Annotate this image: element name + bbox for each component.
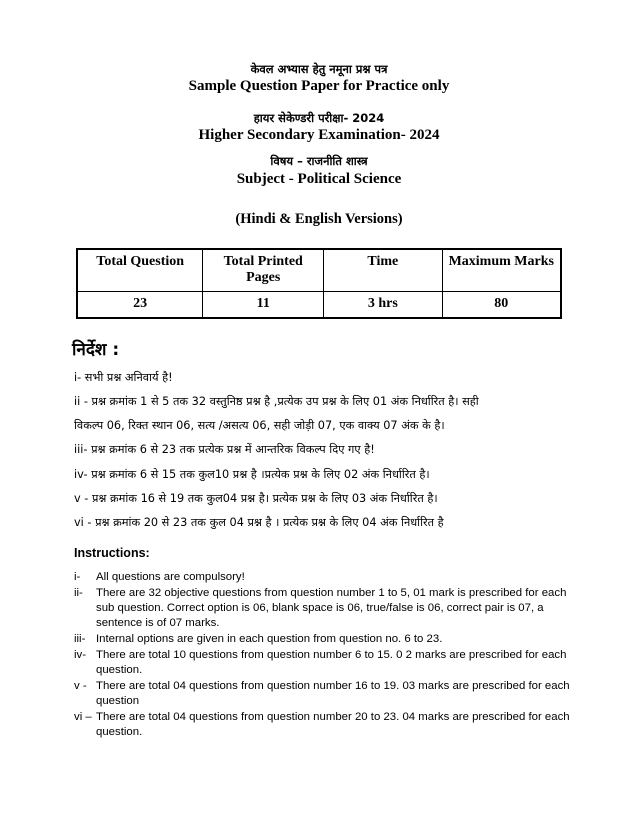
english-instruction-item (74, 570, 582, 585)
hindi-instruction-line: vi - प्रश्न क्रमांक 20 से 23 तक कुल 04 प्रश्न है । प्रत्येक प्रश्न के लिए 04 अंक निर्धारित है (74, 516, 444, 530)
table-header-maximum-marks: Maximum Marks (442, 249, 561, 292)
english-instruction-item (74, 586, 582, 631)
english-instruction-item (74, 632, 582, 647)
table-value-total-question: 23 (77, 291, 203, 318)
hindi-instruction-line: ii - प्रश्न क्रमांक 1 से 5 तक 32 वस्तुनिष्ठ प्रश्न है ,प्रत्येक उप प्रश्न के लिए 01 अंक निर्धारित है। सही (74, 395, 479, 409)
hindi-instructions-list (0, 372, 638, 530)
instruction-text: All questions are compulsory! (96, 570, 245, 583)
hindi-instruction-item (74, 469, 570, 481)
hindi-instruction-line: i- सभी प्रश्न अनिवार्य है! (74, 370, 173, 384)
instruction-marker: v - (74, 680, 87, 693)
instruction-text: There are total 04 questions from question number 16 to 19. 03 marks are prescribed for each question (96, 680, 570, 708)
instruction-text: There are 32 objective questions from question number 1 to 5, 01 mark is prescribed for each sub question. Correct option is 06, blank space is 06, true/false is 06, correct pair is 07, a sentence is of 07 marks. (96, 586, 567, 629)
instruction-marker: iii- (74, 633, 86, 646)
table-value-maximum-marks: 80 (442, 291, 561, 318)
exam-info-table-wrapper (76, 248, 562, 319)
table-header-total-question: Total Question (77, 249, 203, 292)
versions-note: (Hindi & English Versions) (235, 210, 403, 227)
instruction-marker: ii- (74, 586, 83, 599)
table-value-time: 3 hrs (324, 291, 442, 318)
hindi-instruction-line: iv- प्रश्न क्रमांक 6 से 15 तक कुल10 प्रश्न है ।प्रत्येक प्रश्न के लिए 02 अंक निर्धारित है। (74, 467, 430, 481)
instruction-marker: iv- (74, 649, 87, 662)
header-title-hindi: केवल अभ्यास हेतु नमूना प्रश्न पत्र (250, 62, 388, 76)
hindi-instruction-item (74, 396, 570, 432)
hindi-instruction-item (74, 444, 570, 456)
subject-hindi: विषय – राजनीति शास्त्र (270, 154, 368, 169)
exam-name-hindi: हायर सेकेण्डरी परीक्षा- 2024 (253, 110, 385, 125)
table-value-row (77, 291, 561, 318)
table-value-total-printed-pages: 11 (203, 291, 324, 318)
instruction-text: Internal options are given in each question from question no. 6 to 23. (96, 633, 443, 646)
hindi-instruction-item (74, 493, 570, 505)
table-header-total-printed-pages: Total Printed Pages (203, 249, 324, 292)
english-instructions-title: Instructions: (74, 545, 150, 560)
english-instruction-item (74, 710, 582, 740)
hindi-instruction-line: iii- प्रश्न क्रमांक 6 से 23 तक प्रत्येक प्रश्न में आन्तरिक विकल्प दिए गए है! (74, 443, 375, 457)
table-header-time: Time (324, 249, 442, 292)
instruction-text: There are total 04 questions from question number 20 to 23. 04 marks are prescribed for each question. (96, 711, 570, 739)
instruction-marker: vi – (74, 711, 92, 724)
instruction-marker: i- (74, 570, 81, 583)
hindi-instruction-line: विकल्प 06, रिक्त स्थान 06, सत्य /असत्य 06, सही जोड़ी 07, एक वाक्य 07 अंक के है। (74, 418, 445, 432)
hindi-instruction-item (74, 372, 570, 384)
english-instruction-item (74, 648, 582, 678)
hindi-instructions-title: निर्देश : (72, 339, 120, 360)
document-header (0, 0, 638, 228)
exam-name-english: Higher Secondary Examination- 2024 (198, 127, 440, 143)
header-title-english: Sample Question Paper for Practice only (188, 78, 450, 95)
exam-info-table (76, 248, 562, 319)
english-instruction-item (74, 679, 582, 709)
english-instructions-list (0, 570, 638, 741)
subject-english: Subject - Political Science (236, 170, 402, 187)
hindi-instruction-item (74, 517, 570, 529)
table-header-row (77, 249, 561, 292)
instruction-text: There are total 10 questions from question number 6 to 15. 0 2 marks are prescribed for each question. (96, 649, 567, 677)
hindi-instruction-line: v - प्रश्न क्रमांक 16 से 19 तक कुल04 प्रश्न है। प्रत्येक प्रश्न के लिए 03 अंक निर्धारित है। (74, 491, 438, 505)
